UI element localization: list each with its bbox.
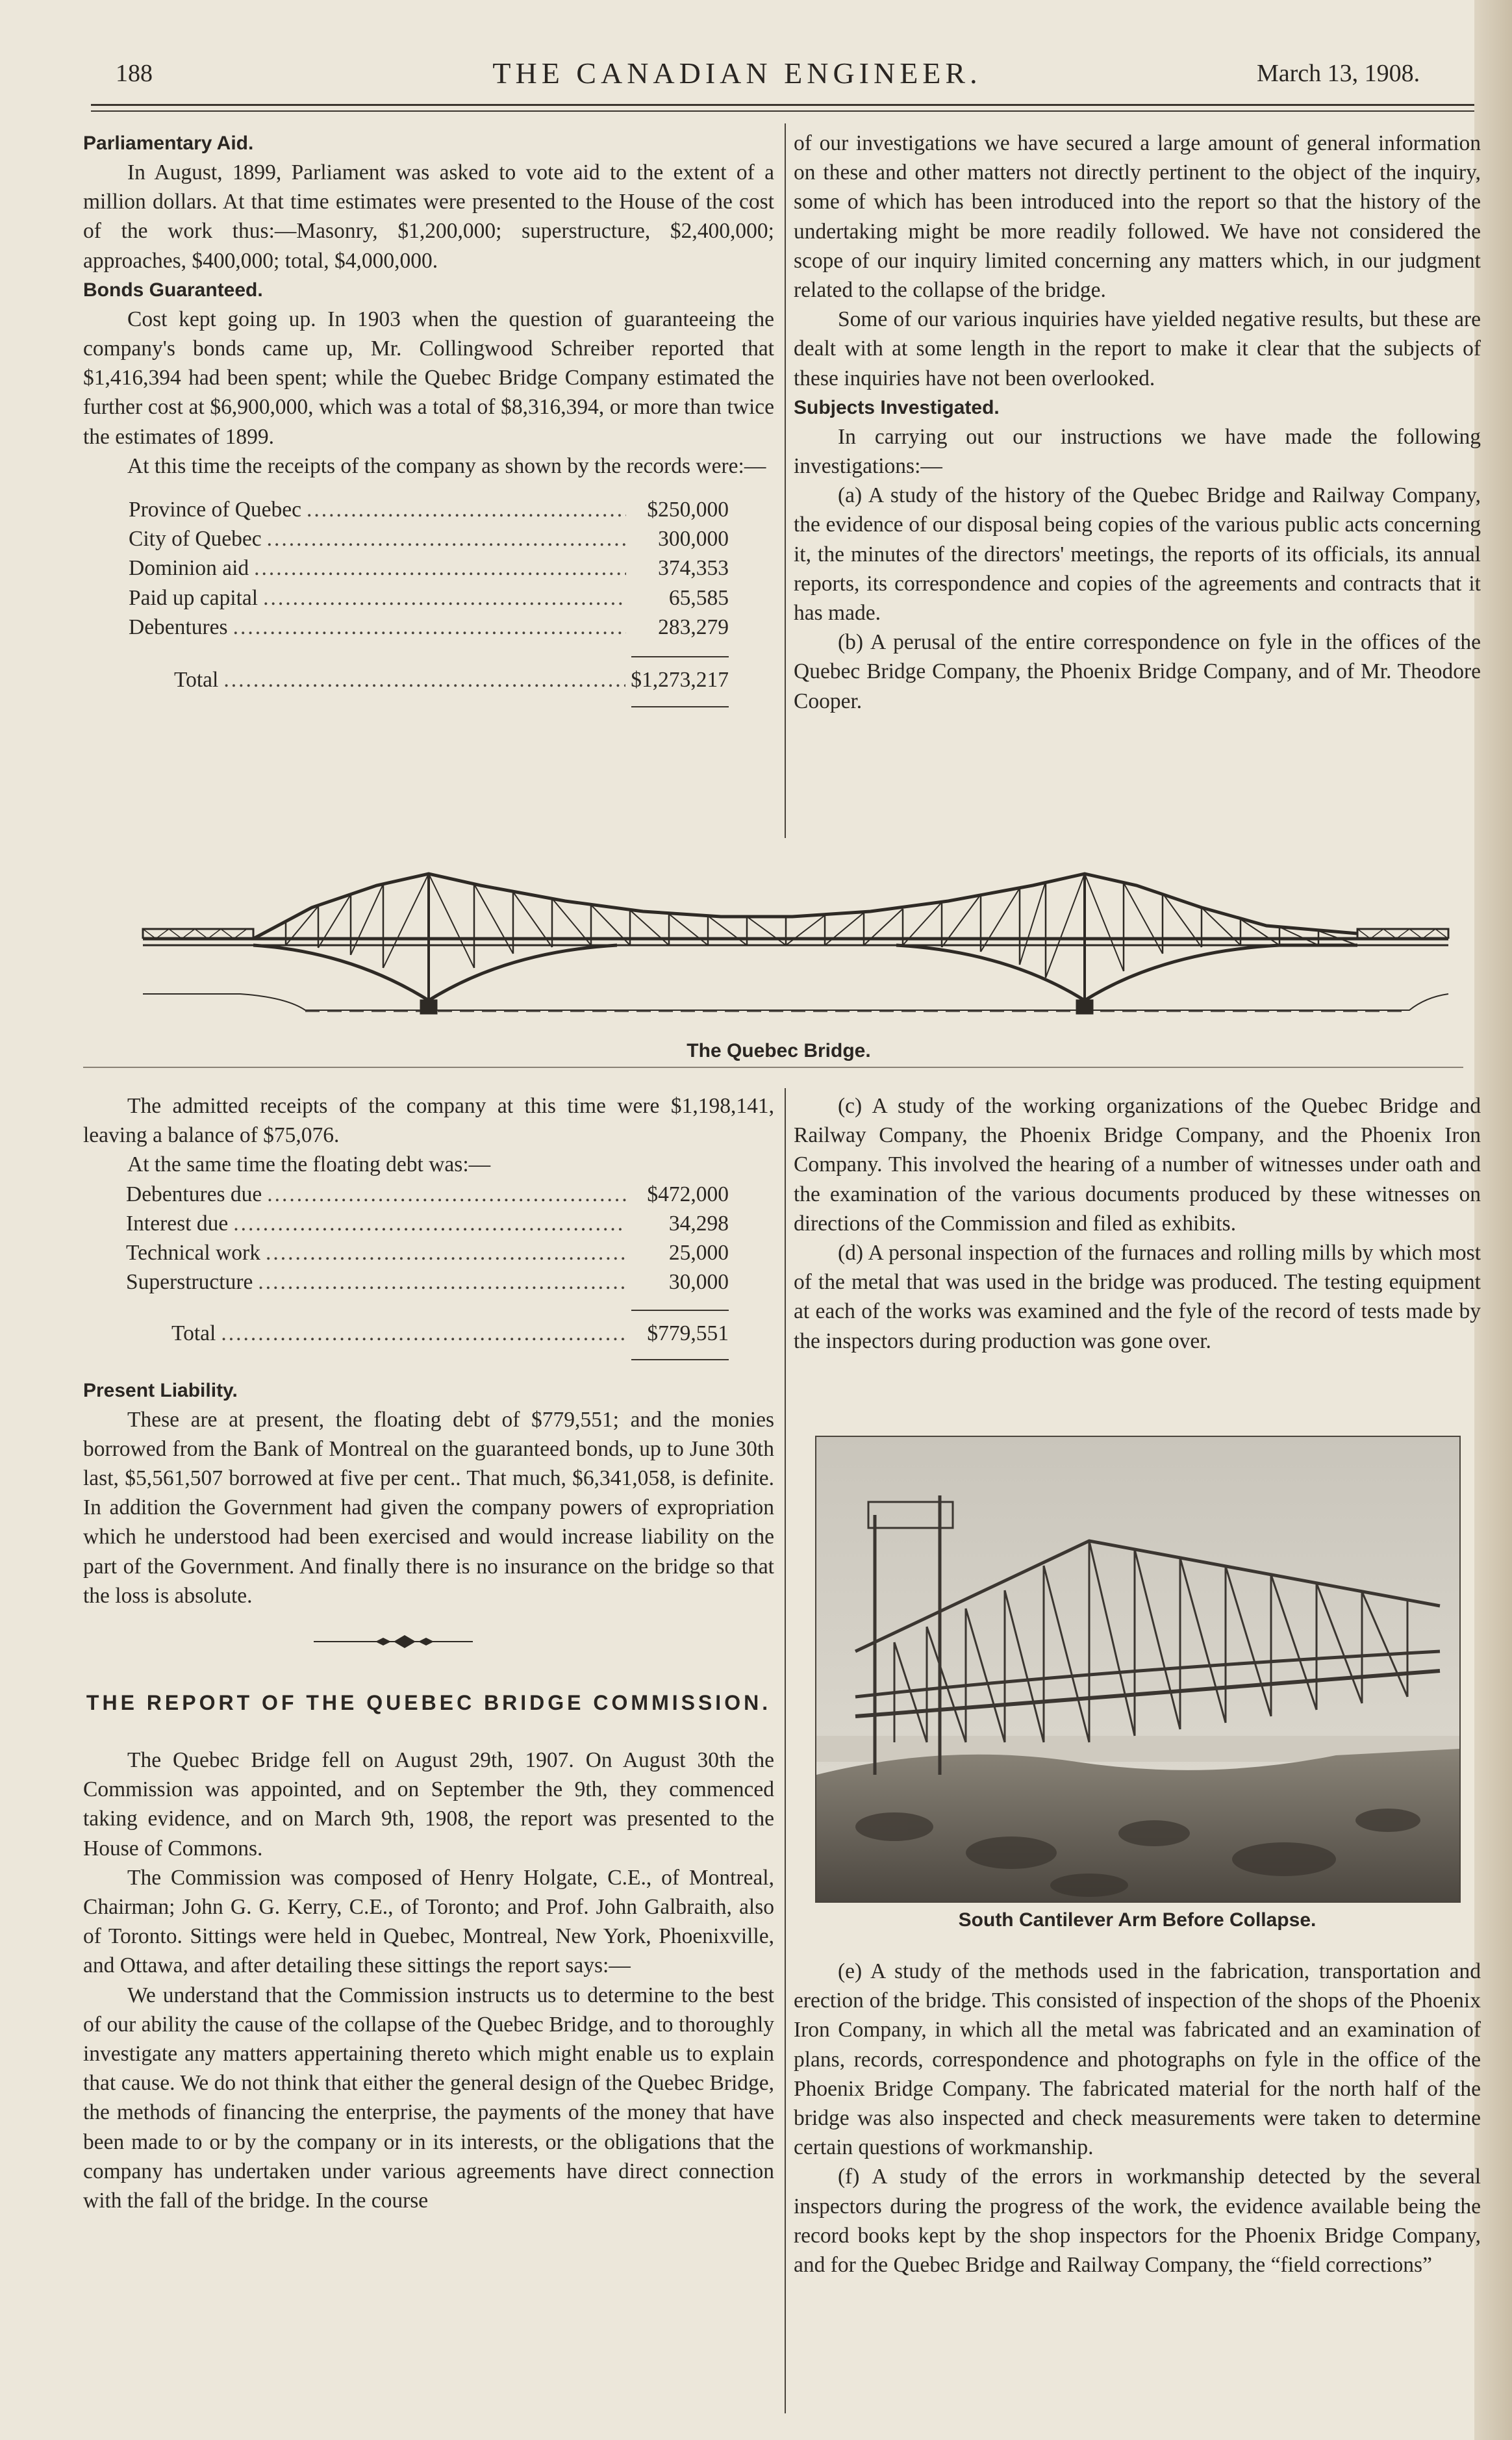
cantilever-photo-illustration bbox=[816, 1437, 1459, 1901]
paragraph-admitted-receipts: The admitted receipts of the company at this time were $1,198,141, leaving a balance of $75,076. bbox=[83, 1094, 774, 1148]
sum-rule bbox=[631, 656, 729, 657]
figure-caption-south-cantilever: South Cantilever Arm Before Collapse. bbox=[958, 1909, 1317, 1931]
ledger-row: Technical work ..... 25,000 bbox=[126, 1238, 729, 1267]
list-item-a: (a) A study of the history of the Quebec Bridge and Railway Company, the evidence of our disposal being copies of the various public acts concerning it, the minutes of the directors' meetings, the reports of its officials, its annual reports, its correspondence and copies of the agreements and contracts that it has made. bbox=[794, 483, 1481, 626]
paragraph-commission-composed: The Commission was composed of Henry Holgate, C.E., of Montreal, Chairman; John G. G. Kerry, C.E., of Toronto; and Prof. John Galbraith, also of Toronto. Sittings were held in Quebec, Montreal, New York, Phoenixville, and Ottawa, and after detailing these sittings the report says:— bbox=[83, 1865, 774, 1978]
paragraph-negative-results: Some of our various inquiries have yielded negative results, but these are dealt with at some length in the report to make it clear that the subjects of these inquiries have not been overlooked. bbox=[794, 307, 1481, 390]
paragraph-floating-intro: At the same time the floating debt was:— bbox=[127, 1152, 491, 1177]
paragraph-parliamentary-aid: In August, 1899, Parliament was asked to vote aid to the extent of a million dollars. At that time estimates were presented to the House of the cost of the work thus:—Masonry, $1,200,000; superstructure, $2,400,000; approaches, $400,000; total, $4,000,000. bbox=[83, 160, 774, 273]
header-rule-bottom bbox=[91, 110, 1474, 112]
paragraph-present-liability: These are at present, the floating debt of $779,551; and the monies borrowed from the Bank of Montreal on the guaranteed bonds, up to June 30th last, $5,561,507 borrowed at five per cent.. That much, $6,341,058, is definite. In addition the Government had given the company powers of expropriation which he understood had been exercised and would increase liability on the part of the Government. And finally there is no insurance on the bridge so that the loss is absolute. bbox=[83, 1407, 774, 1608]
paragraph-carrying-out: In carrying out our instructions we have made the following investigations:— bbox=[794, 424, 1481, 479]
ledger-row: Paid up capital ..... 65,585 bbox=[129, 583, 729, 613]
sum-rule bbox=[631, 1359, 729, 1360]
ledger-row: Debentures ..... 283,279 bbox=[129, 613, 729, 642]
ledger-total-row: Total ..... $779,551 bbox=[126, 1319, 729, 1348]
column-divider bbox=[785, 123, 786, 838]
floating-debt-table bbox=[126, 1180, 729, 1360]
ledger-row: Superstructure ..... 30,000 bbox=[126, 1267, 729, 1297]
ledger-row: Province of Quebec ..... $250,000 bbox=[129, 495, 729, 524]
ledger-row: City of Quebec ..... 300,000 bbox=[129, 524, 729, 553]
left-column-middle bbox=[83, 1091, 774, 2215]
issue-date: March 13, 1908. bbox=[1257, 60, 1420, 87]
list-item-f: (f) A study of the errors in workmanship detected by the several inspectors during the progress of the work, the evidence available being the record books kept by the shop inspectors for the Phoenix Bridge Company, and for the Quebec Bridge and Railway Company, the “field corrections” bbox=[794, 2165, 1481, 2278]
quebec-bridge-elevation-drawing bbox=[136, 861, 1455, 1046]
ledger-row: Interest due ..... 34,298 bbox=[126, 1209, 729, 1238]
right-column-bottom bbox=[794, 1957, 1481, 2280]
ledger-row: Dominion aid ..... 374,353 bbox=[129, 553, 729, 583]
sum-rule bbox=[631, 706, 729, 707]
left-column-top bbox=[83, 129, 774, 707]
paragraph-receipts-intro: At this time the receipts of the company as shown by the records were:— bbox=[127, 453, 766, 478]
section-heading-subjects-investigated: Subjects Investigated. bbox=[794, 396, 1000, 418]
ledger-row: Debentures due ..... $472,000 bbox=[126, 1180, 729, 1209]
column-divider bbox=[785, 1088, 786, 2413]
paragraph-commission-instructs: We understand that the Commission instructs us to determine to the best of our ability the cause of the collapse of the Quebec Bridge, and to thoroughly investigate any matters appertaining thereto which might enable us to explain that cause. We do not think that either the general design of the Quebec Bridge, the methods of financing the enterprise, the payments of the money that have been made to or by the company or in its interests, or the obligations that the company has undertaken under various agreements have direct connection with the fall of the bridge. In the course bbox=[83, 1983, 774, 2213]
section-heading-bonds-guaranteed: Bonds Guaranteed. bbox=[83, 279, 263, 301]
right-column-middle bbox=[794, 1091, 1481, 1356]
photo-south-cantilever-arm bbox=[815, 1436, 1461, 1903]
paragraph-bridge-fell: The Quebec Bridge fell on August 29th, 1907. On August 30th the Commission was appointed, and on September the 9th, they commenced taking evidence, and on March 9th, 1908, the report was presented to the House of Commons. bbox=[83, 1748, 774, 1861]
section-heading-parliamentary-aid: Parliamentary Aid. bbox=[83, 133, 254, 154]
figure-caption-quebec-bridge: The Quebec Bridge. bbox=[687, 1040, 871, 1061]
section-heading-present-liability: Present Liability. bbox=[83, 1379, 238, 1401]
masthead-title: THE CANADIAN ENGINEER. bbox=[492, 57, 982, 90]
header-rule-top bbox=[91, 104, 1474, 106]
ornamental-divider-icon bbox=[83, 1622, 774, 1661]
page-number: 188 bbox=[116, 60, 153, 87]
receipts-table bbox=[129, 495, 729, 707]
list-item-e: (e) A study of the methods used in the fabrication, transportation and erection of the bridge. This consisted of inspection of the shops of the Phoenix Iron Company, in which all the metal was fabricated and an examination of plans, records, correspondence and photographs on fyle in the office of the Phoenix Bridge Company. The fabricated material for the north half of the bridge was also inspected and check measurements were taken to determine certain questions of workmanship. bbox=[794, 1959, 1481, 2160]
paragraph-investigations: of our investigations we have secured a large amount of general information on these and other matters not directly pertinent to the object of the inquiry, some of which has been introduced into the report so that the history of the undertaking might be more readily followed. We have not considered the scope of our inquiry limited concerning any matters which, in our judgment related to the collapse of the bridge. bbox=[794, 131, 1481, 303]
list-item-c: (c) A study of the working organizations of the Quebec Bridge and Railway Company, the Phoenix Bridge Company, and the Phoenix Iron Company. This involved the hearing of a number of witnesses under oath and the examination of the various documents produced by these witnesses on directions of the Commission and filed as exhibits. bbox=[794, 1094, 1481, 1236]
right-column-top bbox=[794, 129, 1481, 716]
ledger-total-row: Total ..... $1,273,217 bbox=[129, 665, 729, 694]
sum-rule bbox=[631, 1310, 729, 1311]
article-heading-quebec-bridge-commission: THE REPORT OF THE QUEBEC BRIDGE COMMISSION. bbox=[86, 1691, 772, 1715]
figure-rule bbox=[83, 1067, 1463, 1068]
list-item-d: (d) A personal inspection of the furnaces and rolling mills by which most of the metal that was used in the bridge was produced. The testing equipment at each of the works was examined and the fyle of the record of tests made by the inspectors during production was gone over. bbox=[794, 1241, 1481, 1353]
list-item-b: (b) A perusal of the entire correspondence on fyle in the offices of the Quebec Bridge Company, the Phoenix Bridge Company, and of Mr. Theodore Cooper. bbox=[794, 630, 1481, 713]
paragraph-bonds-guaranteed: Cost kept going up. In 1903 when the question of guaranteeing the company's bonds came up, Mr. Collingwood Schreiber reported that $1,416,394 had been spent; while the Quebec Bridge Company estimated the further cost at $6,900,000, which was a total of $8,316,394, or more than twice the estimates of 1899. bbox=[83, 307, 774, 449]
